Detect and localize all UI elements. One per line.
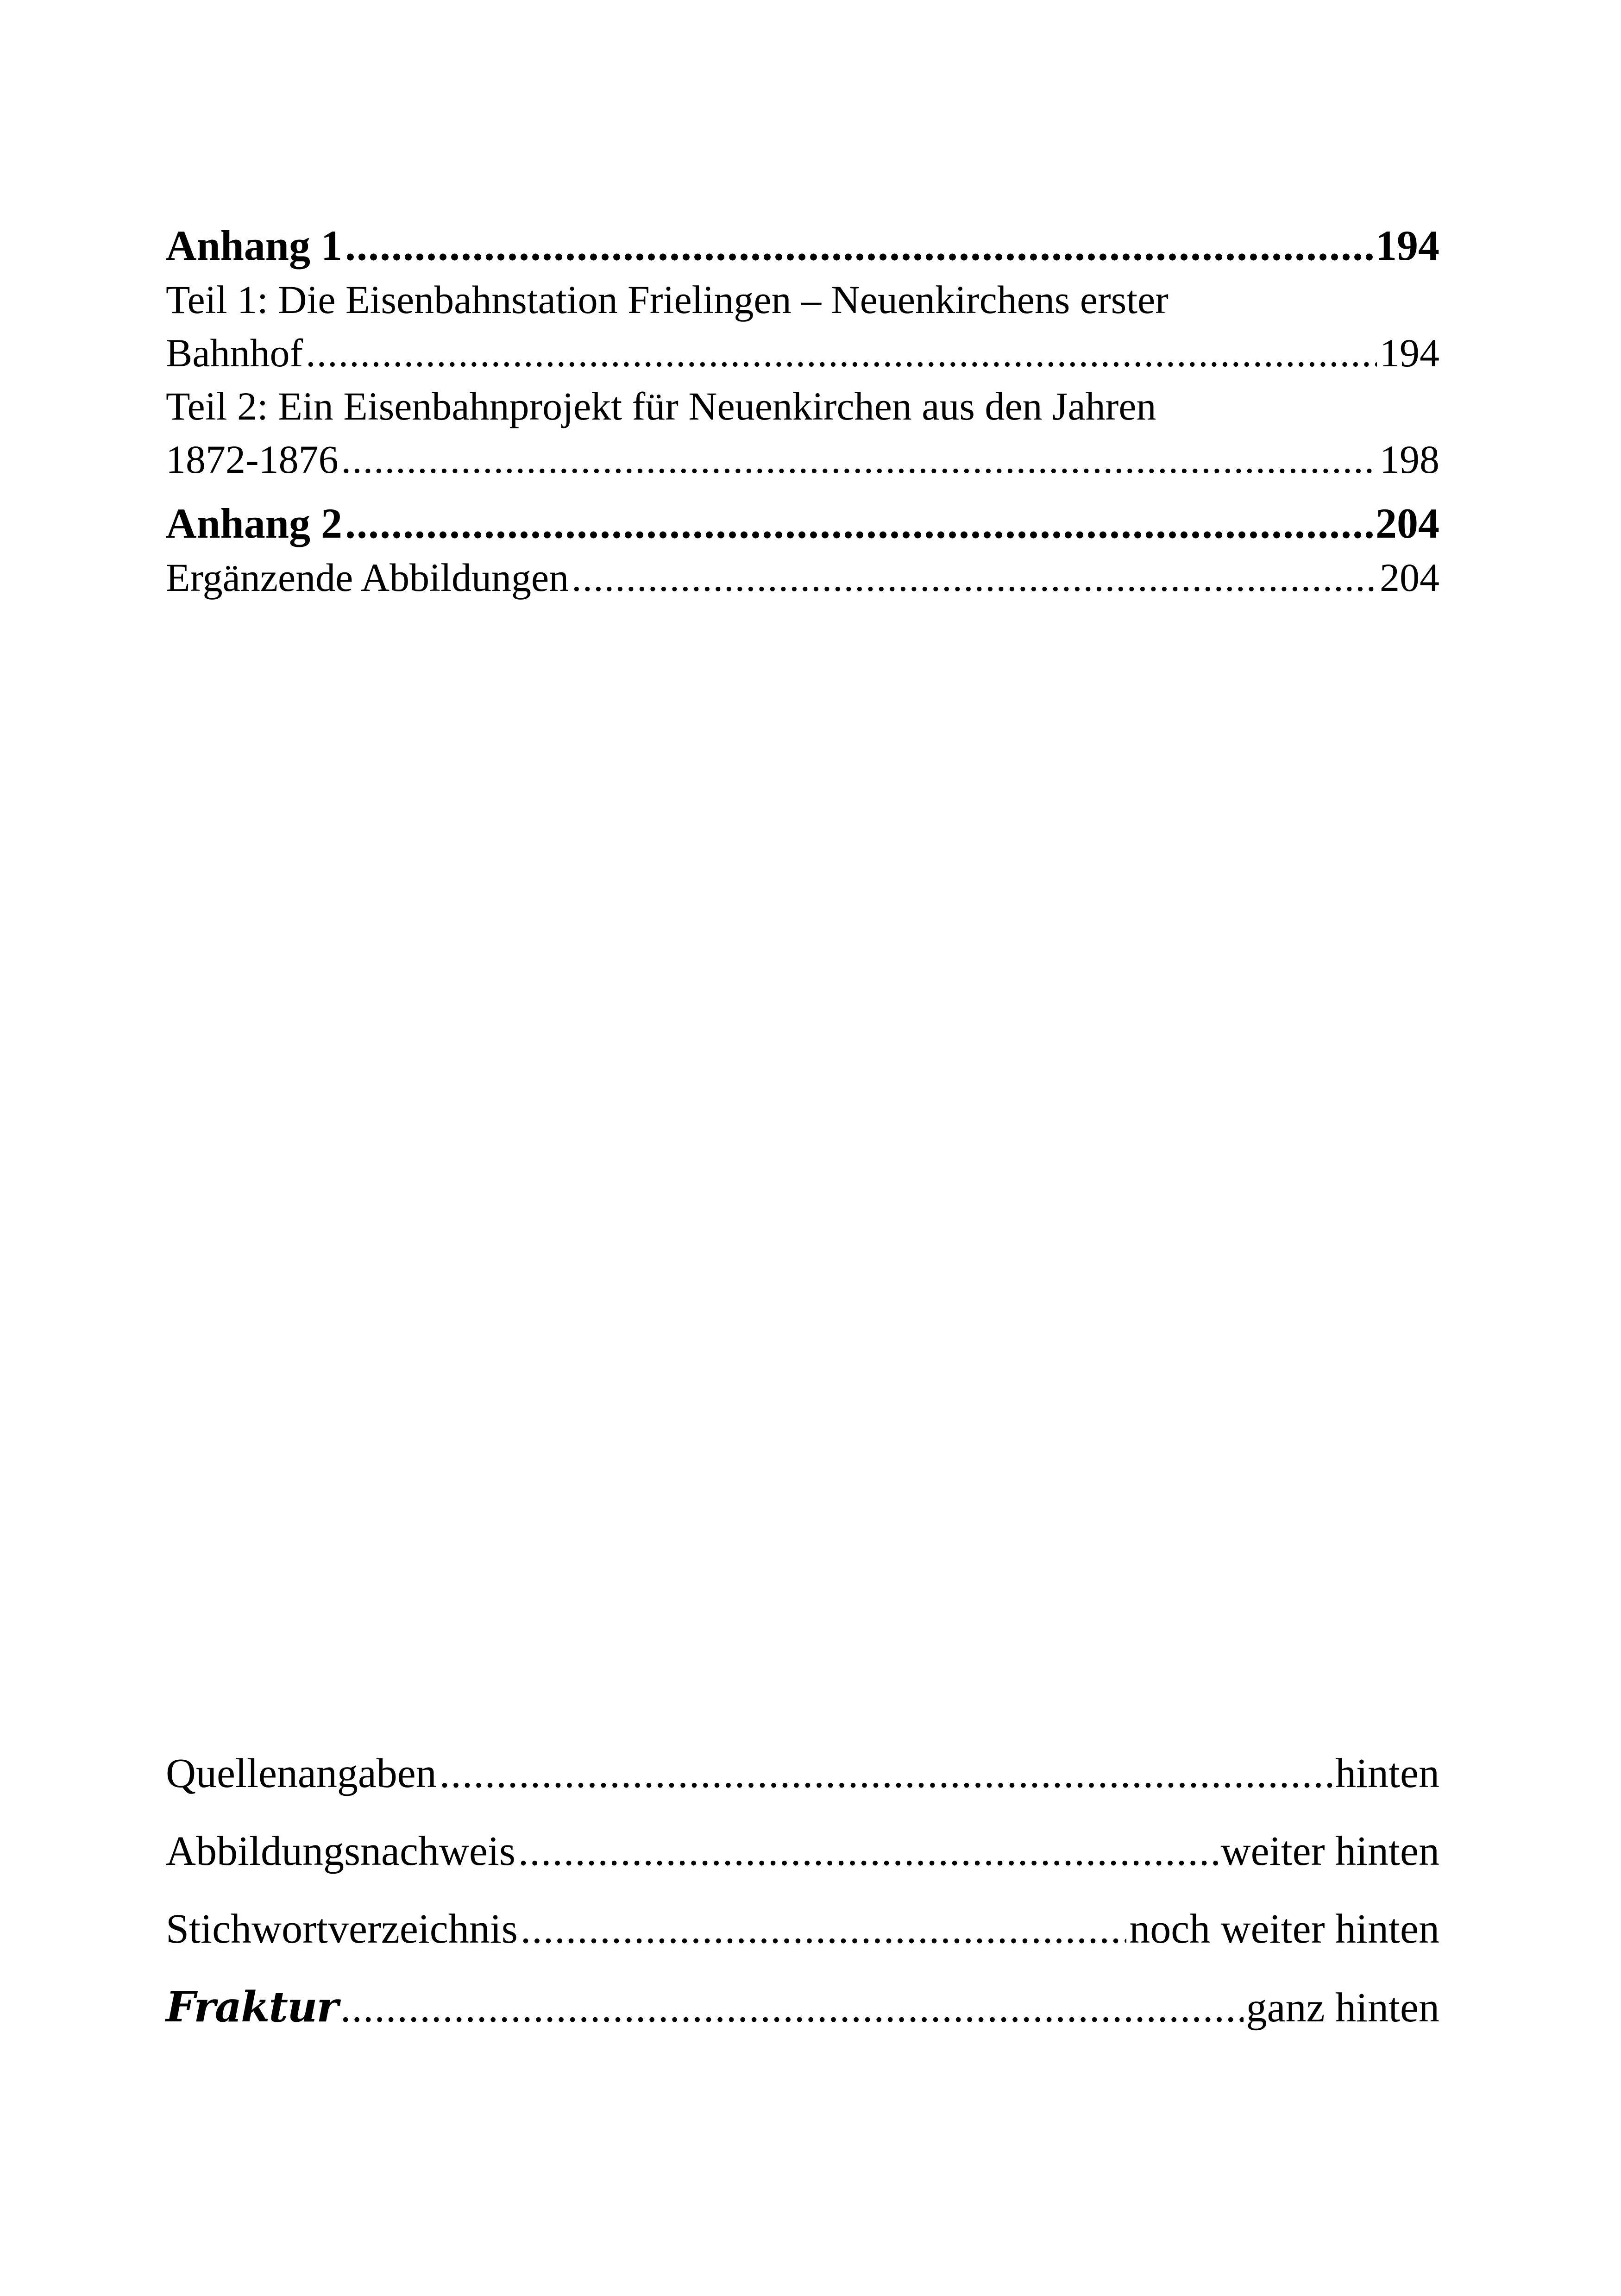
toc-subentry-teil-1-line: Teil 1: Die Eisenbahnstation Frielingen – Neuenkirchens erster	[166, 277, 1169, 322]
dot-leader	[521, 1901, 1126, 1957]
toc-page-number: 204	[1380, 555, 1439, 600]
toc-subentry-teil-2-line: Teil 2: Ein Eisenbahnprojekt für Neuenkirchen aus den Jahren	[166, 384, 1156, 428]
toc-entry-anhang-1[interactable]	[166, 218, 1439, 273]
spacer	[166, 486, 1439, 496]
back-matter-label: Fraktur	[166, 1982, 338, 2032]
back-matter-list	[166, 1746, 1439, 2058]
dot-leader	[306, 326, 1377, 380]
back-matter-entry-abbildungsnachweis[interactable]	[166, 1824, 1439, 1879]
back-matter-label: Abbildungsnachweis	[166, 1828, 515, 1874]
toc-page-number: 198	[1380, 437, 1439, 482]
back-matter-label: Quellenangaben	[166, 1750, 437, 1796]
toc-page-number: 194	[1376, 222, 1439, 269]
toc-page-number: 194	[1380, 331, 1439, 375]
toc-subentry-label: 1872-1876	[166, 437, 339, 482]
back-matter-location: ganz hinten	[1246, 1985, 1439, 2031]
toc-heading-label: Anhang 1	[166, 222, 342, 269]
table-of-contents	[166, 218, 1439, 604]
dot-leader	[572, 551, 1377, 604]
back-matter-label: Stichwortverzeichnis	[166, 1906, 518, 1952]
dot-leader	[440, 1746, 1332, 1801]
back-matter-location: noch weiter hinten	[1129, 1906, 1439, 1952]
dot-leader	[340, 1980, 1244, 2036]
dot-leader	[518, 1824, 1218, 1879]
dot-leader	[345, 218, 1373, 273]
back-matter-entry-stichwortverzeichnis[interactable]	[166, 1901, 1439, 1957]
toc-heading-label: Anhang 2	[166, 500, 342, 547]
back-matter-location: weiter hinten	[1220, 1828, 1439, 1874]
back-matter-entry-quellenangaben[interactable]	[166, 1746, 1439, 1801]
back-matter-location: hinten	[1335, 1750, 1439, 1796]
toc-subentry-teil-1[interactable]	[166, 326, 1439, 380]
back-matter-entry-fraktur[interactable]	[166, 1979, 1439, 2036]
toc-subentry-label: Ergänzende Abbildungen	[166, 555, 569, 600]
toc-page-number: 204	[1376, 500, 1439, 547]
dot-leader	[341, 433, 1377, 486]
toc-subentry-teil-2[interactable]	[166, 433, 1439, 486]
toc-entry-anhang-2[interactable]	[166, 496, 1439, 551]
toc-subentry-ergaenzende-abbildungen[interactable]	[166, 551, 1439, 604]
toc-subentry-label: Bahnhof	[166, 331, 303, 375]
dot-leader	[345, 496, 1373, 551]
